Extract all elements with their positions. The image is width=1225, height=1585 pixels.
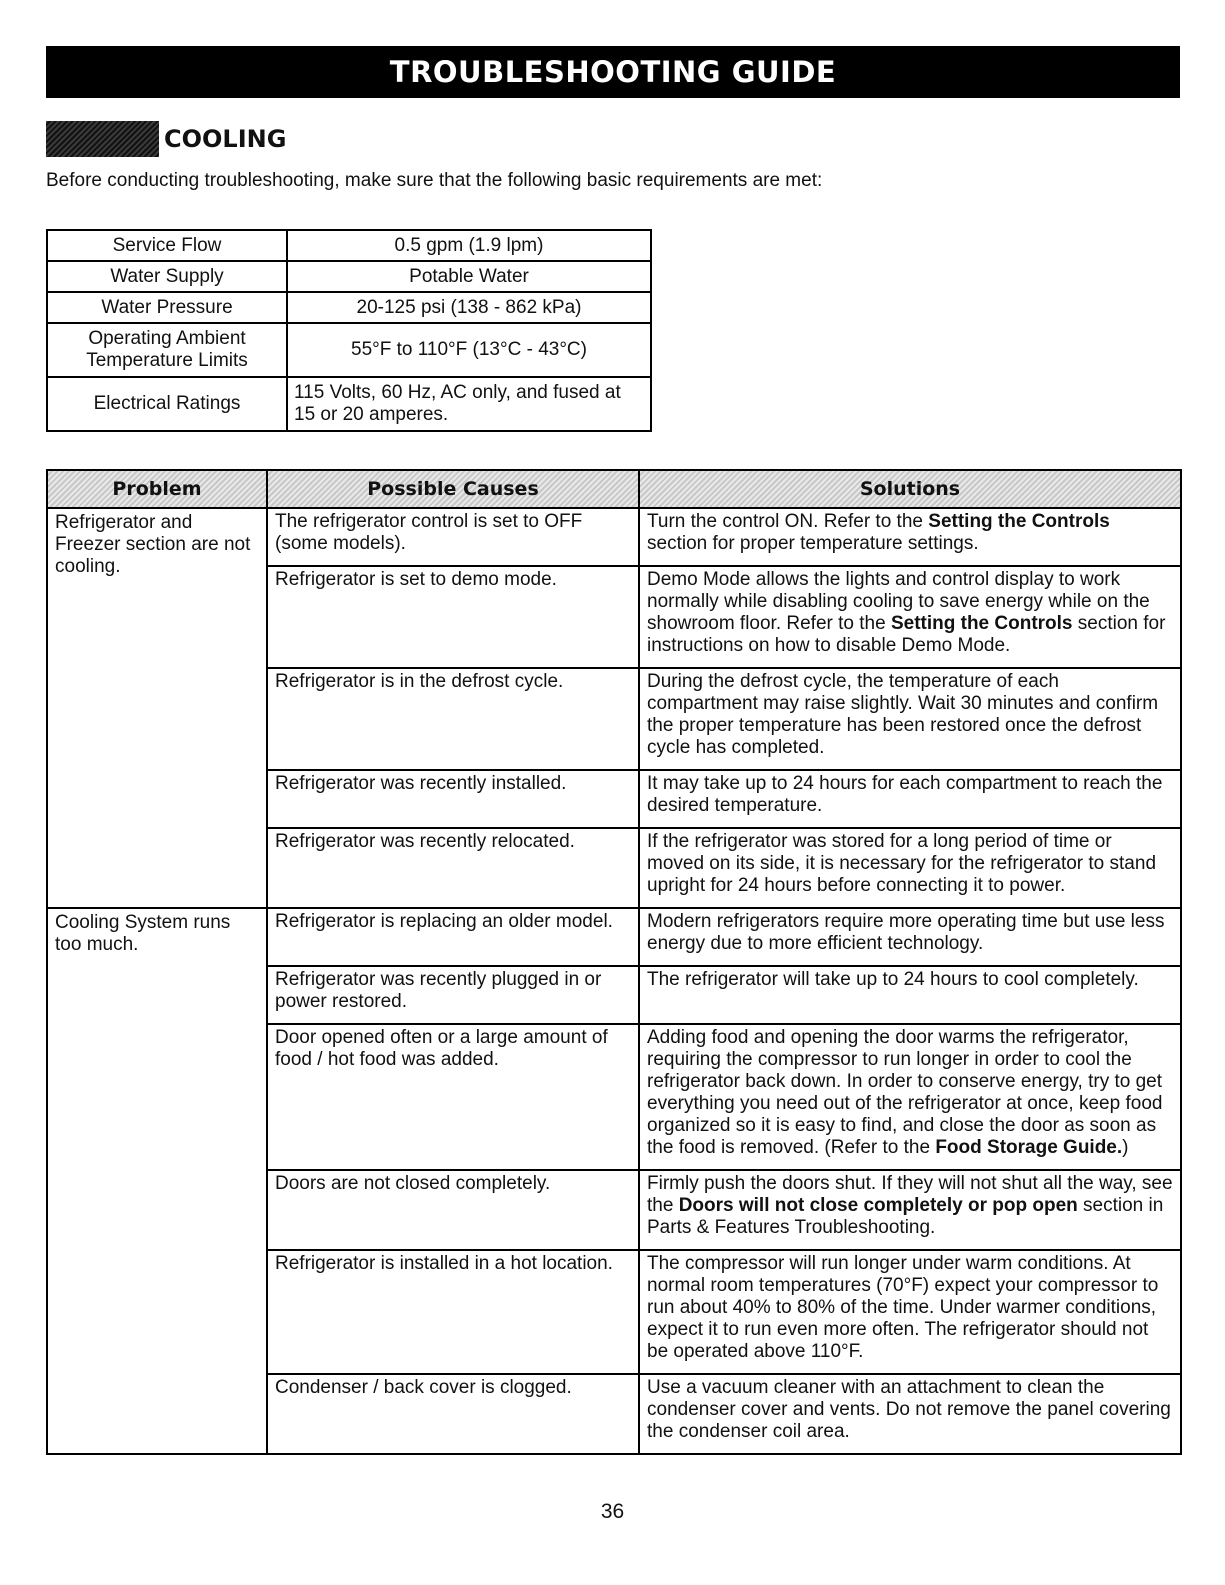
solution-text: section for instructions on how to disable Demo Mode. <box>647 613 1166 656</box>
req-row <box>47 261 651 292</box>
problem-cell: Refrigerator and Freezer section are not cooling. <box>47 508 267 908</box>
cause-cell: Refrigerator is replacing an older model. <box>267 908 639 966</box>
section-title: COOLING <box>164 125 287 153</box>
cause-cell: Refrigerator is installed in a hot location. <box>267 1250 639 1374</box>
table-row <box>47 908 1181 966</box>
solution-cell <box>639 1024 1181 1170</box>
solution-cell: The refrigerator will take up to 24 hours to cool completely. <box>639 966 1181 1024</box>
header-possible-causes: Possible Causes <box>267 470 639 508</box>
solution-cell: If the refrigerator was stored for a long period of time or moved on its side, it is necessary for the refrigerator to stand upright for 24 hours before connecting it to power. <box>639 828 1181 908</box>
req-label: Operating Ambient Temperature Limits <box>47 323 287 377</box>
solution-text: Adding food and opening the door warms the refrigerator, requiring the compressor to run longer in order to cool the refrigerator back down. In order to conserve energy, try to get everything you need out of the refrigerator at once, keep food organized so it is easy to find, and close the door as soon as the food is removed. (Refer to the <box>647 1027 1163 1158</box>
table-header-row <box>47 470 1181 508</box>
cause-cell: Condenser / back cover is clogged. <box>267 1374 639 1454</box>
cause-cell: Door opened often or a large amount of food / hot food was added. <box>267 1024 639 1170</box>
solution-text: section in Parts & Features Troubleshooting. <box>647 1195 1164 1238</box>
solution-text: section for proper temperature settings. <box>647 533 979 554</box>
table-row <box>47 508 1181 566</box>
intro-text: Before conducting troubleshooting, make sure that the following basic requirements are met: <box>46 170 823 191</box>
cause-cell: The refrigerator control is set to OFF (some models). <box>267 508 639 566</box>
req-value: 115 Volts, 60 Hz, AC only, and fused at 15 or 20 amperes. <box>287 377 651 431</box>
solution-cell <box>639 508 1181 566</box>
solution-emphasis: Setting the Controls <box>890 613 1073 634</box>
req-row <box>47 292 651 323</box>
req-row <box>47 377 651 431</box>
cause-cell: Refrigerator is in the defrost cycle. <box>267 668 639 770</box>
solution-cell <box>639 1170 1181 1250</box>
req-label: Electrical Ratings <box>47 377 287 431</box>
solution-cell: During the defrost cycle, the temperature of each compartment may raise slightly. Wait 30 minutes and confirm the proper temperature has been restored once the defrost cycle has completed. <box>639 668 1181 770</box>
solution-text: Firmly push the doors shut. If they will not shut all the way, see the <box>647 1173 1173 1216</box>
req-label: Water Supply <box>47 261 287 292</box>
problem-cell: Cooling System runs too much. <box>47 908 267 1454</box>
solution-text: ) <box>1122 1137 1129 1158</box>
solution-cell: Modern refrigerators require more operating time but use less energy due to more efficient technology. <box>639 908 1181 966</box>
cause-cell: Refrigerator is set to demo mode. <box>267 566 639 668</box>
cause-cell: Refrigerator was recently relocated. <box>267 828 639 908</box>
troubleshooting-table <box>46 469 1182 1455</box>
req-value: 20-125 psi (138 - 862 kPa) <box>287 292 651 323</box>
section-marker-bar <box>46 121 159 157</box>
req-label: Water Pressure <box>47 292 287 323</box>
header-solutions: Solutions <box>639 470 1181 508</box>
req-row <box>47 230 651 261</box>
req-row <box>47 323 651 377</box>
solution-text: Demo Mode allows the lights and control display to work normally while disabling cooling to save energy while on the showroom floor. Refer to the <box>647 569 1150 634</box>
solution-cell: The compressor will run longer under warm conditions. At normal room temperatures (70°F) expect your compressor to run about 40% to 80% of the time. Under warmer conditions, expect it to run even more often. The refrigerator should not be operated above 110°F. <box>639 1250 1181 1374</box>
cause-cell: Refrigerator was recently installed. <box>267 770 639 828</box>
solution-emphasis: Setting the Controls <box>928 511 1110 532</box>
guide-title-banner: TROUBLESHOOTING GUIDE <box>46 46 1180 98</box>
requirements-table <box>46 229 652 432</box>
req-value: 0.5 gpm (1.9 lpm) <box>287 230 651 261</box>
solution-emphasis: Food Storage Guide. <box>935 1137 1123 1158</box>
solution-cell <box>639 566 1181 668</box>
solution-cell: Use a vacuum cleaner with an attachment to clean the condenser cover and vents. Do not remove the panel covering the condenser coil area. <box>639 1374 1181 1454</box>
solution-text: Turn the control ON. Refer to the <box>647 511 929 532</box>
cause-cell: Doors are not closed completely. <box>267 1170 639 1250</box>
header-problem: Problem <box>47 470 267 508</box>
req-value: 55°F to 110°F (13°C - 43°C) <box>287 323 651 377</box>
page-number: 36 <box>600 1500 625 1523</box>
solution-cell: It may take up to 24 hours for each compartment to reach the desired temperature. <box>639 770 1181 828</box>
cause-cell: Refrigerator was recently plugged in or power restored. <box>267 966 639 1024</box>
solution-emphasis: Doors will not close completely or pop open <box>678 1195 1078 1216</box>
req-value: Potable Water <box>287 261 651 292</box>
req-label: Service Flow <box>47 230 287 261</box>
